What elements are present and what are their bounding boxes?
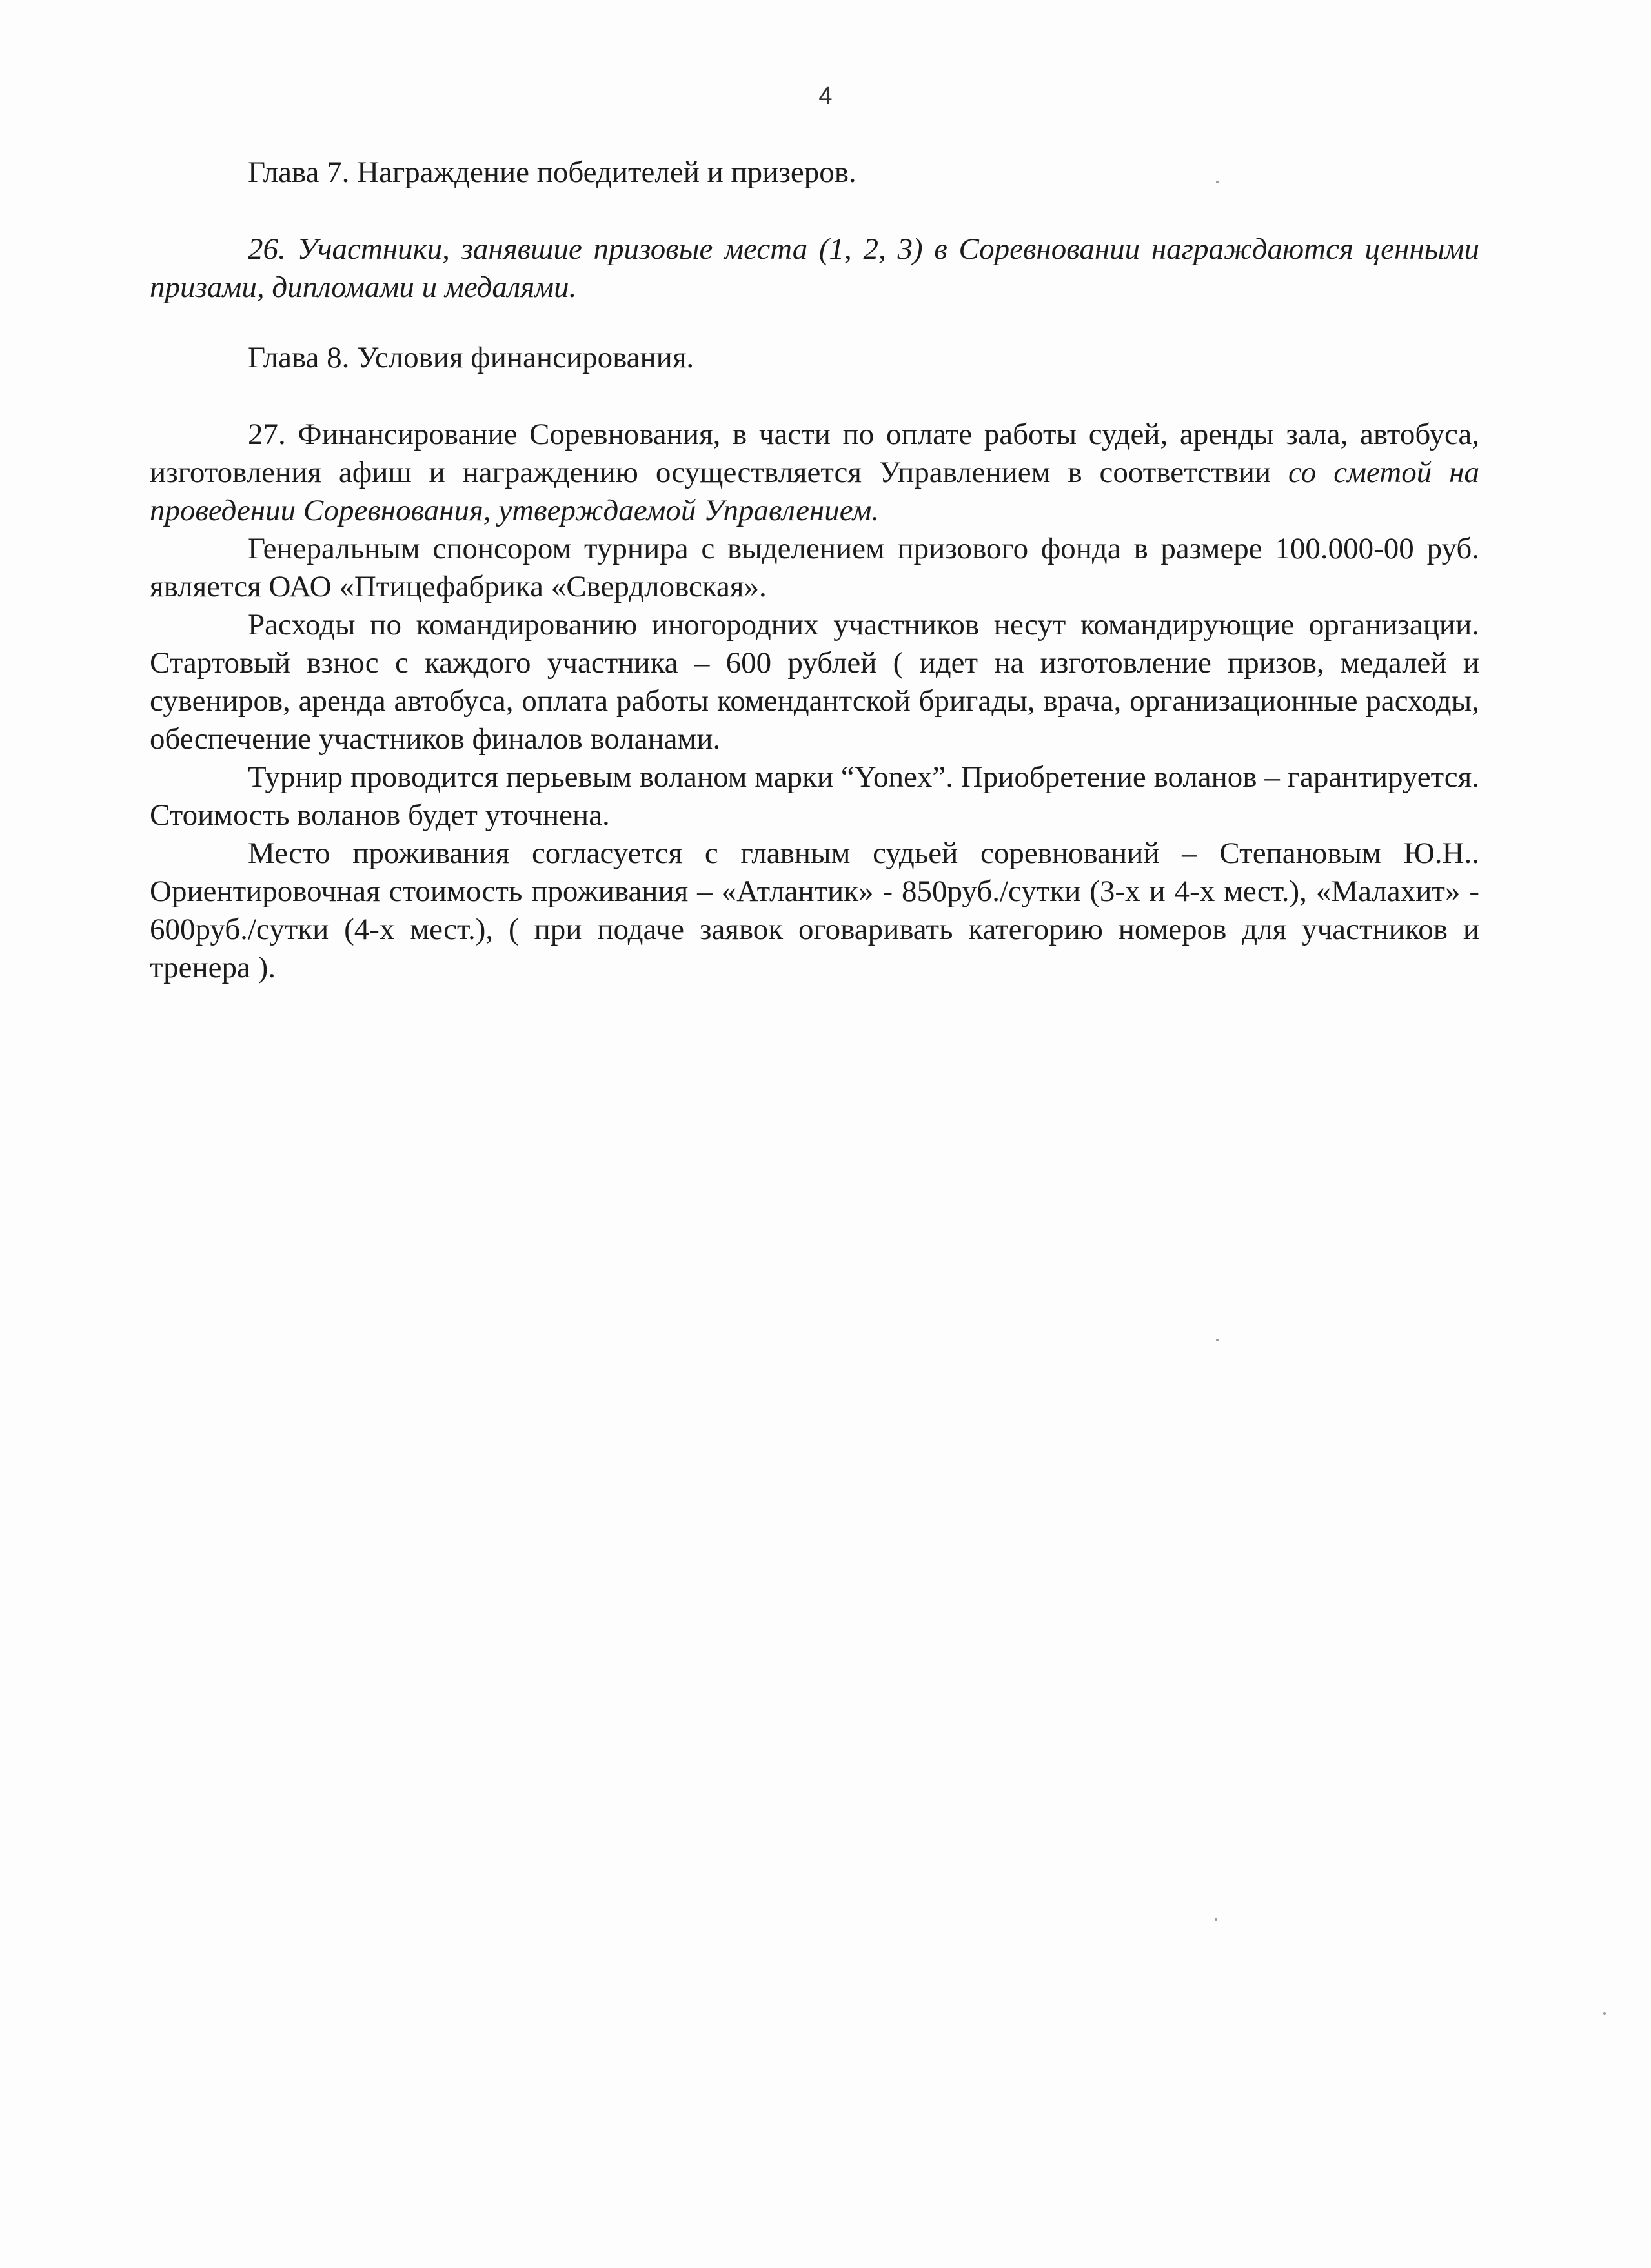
paragraph-26: 26. Участники, занявшие призовые места (1, 2, 3) в Соревновании награждаются ценными призами, дипломами и медалями. bbox=[150, 232, 1479, 304]
document-body bbox=[150, 154, 1479, 987]
paragraph-sponsor: Генеральным спонсором турнира с выделением призового фонда в размере 100.000-00 руб. является ОАО «Птицефабрика «Свердловская». bbox=[150, 532, 1479, 603]
paragraph-27-text: 27. Финансирование Соревнования, в части по оплате работы судей, аренды зала, автобуса, изготовления афиш и награждению осуществляется Управлением в соответствии bbox=[150, 418, 1479, 489]
page-number: 4 bbox=[818, 83, 833, 110]
chapter-7-heading: Глава 7. Награждение победителей и призеров. bbox=[248, 156, 856, 189]
chapter-8-heading: Глава 8. Условия финансирования. bbox=[248, 341, 694, 374]
scan-speck bbox=[1215, 1918, 1217, 1921]
paragraph-accommodation: Место проживания согласуется с главным судьей соревнований – Степановым Ю.Н.. Ориентировочная стоимость проживания – «Атлантик» - 850руб./сутки (3-х и 4-х мест.), «Малахит» - 600руб./сутки (4-х мест.), ( при подаче заявок оговаривать категорию номеров для участников и тренера ). bbox=[150, 836, 1479, 984]
scan-speck bbox=[1216, 1339, 1219, 1341]
scan-speck bbox=[1216, 181, 1219, 183]
paragraph-27 bbox=[150, 416, 1479, 530]
scan-speck bbox=[1603, 2012, 1606, 2015]
paragraph-expenses: Расходы по командированию иногородних участников несут командирующие организации. Стартовый взнос с каждого участника – 600 рублей ( идет на изготовление призов, медалей и сувениров, аренда автобуса, оплата работы комендантской бригады, врача, организационные расходы, обеспечение участников финалов воланами. bbox=[150, 608, 1479, 756]
paragraph-shuttlecock: Турнир проводится перьевым воланом марки “Yonex”. Приобретение воланов – гарантируется. Стоимость воланов будет уточнена. bbox=[150, 760, 1479, 832]
paragraph-27-italic: со сметой на проведении Соревнования, утверждаемой Управлением. bbox=[150, 456, 1479, 527]
